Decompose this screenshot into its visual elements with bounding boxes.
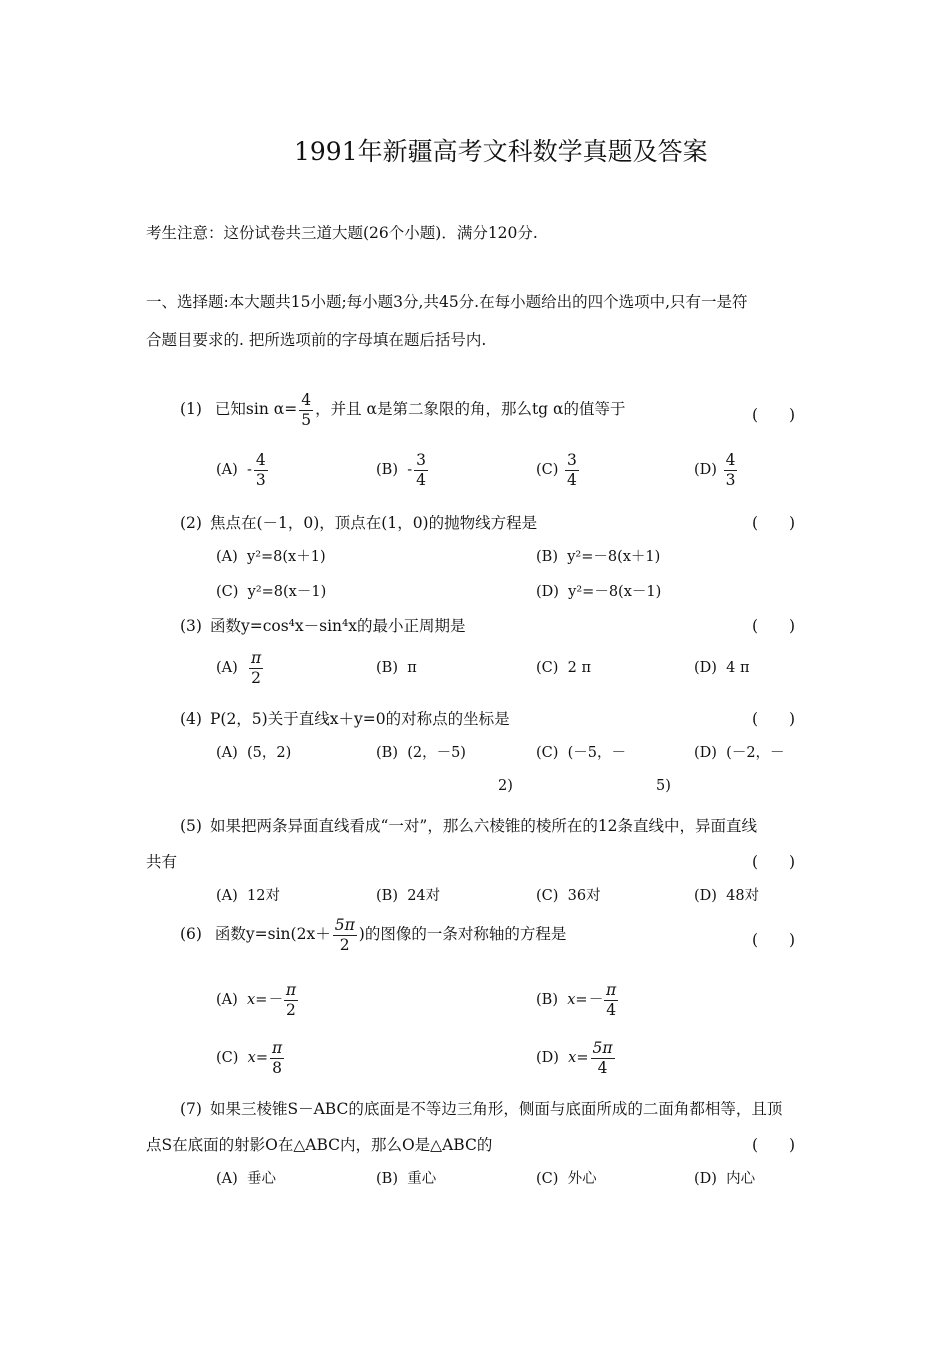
option-a: [216, 884, 280, 905]
option-label: (C): [536, 462, 559, 479]
exam-notice: 考生注意：这份试卷共三道大题(26个小题)．满分120分.: [146, 224, 538, 242]
option-label: (B): [376, 888, 398, 904]
option-c: [536, 884, 601, 905]
denominator: 4: [606, 1000, 617, 1019]
sign: -: [407, 462, 413, 479]
question-text: P(2，5)关于直线x＋y=0的对称点的坐标是: [209, 710, 510, 728]
option-label: (A): [216, 549, 238, 565]
numerator: 5π: [592, 1039, 613, 1057]
numerator: π: [271, 1039, 283, 1057]
option-b: [536, 982, 620, 1018]
option-text: x=－: [567, 992, 603, 1009]
question-5-text-cont: 共有: [146, 853, 178, 871]
option-d: [536, 580, 661, 601]
question-1: [180, 392, 626, 428]
option-text: 24对: [407, 888, 441, 904]
question-text-cont: )的图像的一条对称轴的方程是: [358, 925, 567, 944]
option-text: x=: [247, 1050, 268, 1067]
option-a: [216, 741, 291, 762]
option-text: (2，－5): [407, 745, 466, 761]
option-label: (A): [216, 888, 238, 904]
option-text: 2 π: [567, 660, 592, 676]
answer-bracket: ( ): [752, 853, 796, 871]
question-number: (1): [180, 400, 202, 419]
option-c: [536, 452, 581, 488]
numerator: 3: [416, 451, 426, 469]
answer-bracket: ( ): [752, 406, 796, 424]
option-label: (A): [216, 1171, 238, 1187]
option-text: 48对: [726, 888, 760, 904]
question-7-text-cont: 点S在底面的射影O在△ABC内，那么O是△ABC的: [146, 1136, 493, 1154]
denominator: 2: [286, 1000, 296, 1019]
option-c: [536, 660, 591, 676]
numerator: 5π: [334, 916, 355, 934]
question-text: 已知sin α=: [214, 400, 298, 419]
question-6: [180, 917, 566, 953]
question-text: 函数y=cos⁴x－sin⁴x的最小正周期是: [209, 617, 466, 635]
question-7: [180, 1097, 782, 1119]
section-instructions-line1: 一、选择题:本大题共15小题;每小题3分,共45分.在每小题给出的四个选项中,只有一是符: [146, 293, 748, 311]
question-5: [180, 814, 757, 836]
option-b: [376, 660, 417, 676]
option-b: [376, 1167, 436, 1188]
option-d: [694, 452, 739, 488]
option-label: (C): [216, 584, 239, 600]
numerator: 4: [725, 451, 736, 469]
answer-bracket: ( ): [752, 514, 796, 532]
option-b: [536, 545, 660, 566]
option-text: y²=－8(x＋1): [567, 549, 661, 565]
option-text: (5，2): [247, 745, 292, 761]
option-label: (A): [216, 745, 238, 761]
option-label: (C): [536, 888, 559, 904]
option-c: [216, 580, 326, 601]
question-text: 如果三棱锥S－ABC的底面是不等边三角形，侧面与底面所成的二面角都相等，且顶: [209, 1100, 783, 1118]
option-label: (D): [536, 584, 559, 600]
option-label: (D): [536, 1050, 559, 1067]
option-d-continued: 5): [656, 778, 671, 794]
option-label: (B): [536, 992, 558, 1009]
answer-bracket: ( ): [752, 617, 796, 635]
question-number: (4): [180, 710, 202, 728]
option-a: [216, 1167, 276, 1188]
option-text: y²=8(x－1): [247, 584, 327, 600]
option-label: (C): [216, 1050, 239, 1067]
option-label: (A): [216, 992, 238, 1009]
option-d: [536, 1040, 617, 1076]
option-b: [376, 452, 430, 488]
question-number: (6): [180, 925, 202, 944]
option-text: (－5，－: [567, 745, 627, 761]
option-label: (C): [536, 745, 559, 761]
option-c: [536, 741, 626, 762]
option-b: [376, 884, 440, 905]
answer-bracket: ( ): [752, 931, 796, 949]
option-text: 内心: [726, 1171, 756, 1187]
option-label: (A): [216, 462, 238, 479]
option-text: 垂心: [247, 1171, 277, 1187]
option-label: (D): [694, 462, 717, 479]
denominator: 4: [416, 470, 426, 489]
option-text: y²=8(x＋1): [247, 549, 326, 565]
option-label: (D): [694, 1171, 717, 1187]
option-a: [216, 452, 270, 488]
option-label: (C): [536, 1171, 559, 1187]
numerator: 4: [301, 391, 312, 409]
option-label: (C): [536, 660, 559, 676]
option-c-continued: 2): [498, 778, 513, 794]
option-text: y²=－8(x－1): [568, 584, 662, 600]
option-d: [694, 884, 759, 905]
question-text: 焦点在(－1，0)，顶点在(1，0)的抛物线方程是: [209, 514, 538, 532]
option-text: π: [407, 660, 417, 676]
page-title: 1991年新疆高考文科数学真题及答案: [294, 137, 708, 166]
denominator: 4: [567, 470, 577, 489]
option-text: x=: [568, 1050, 589, 1067]
numerator: π: [606, 981, 617, 999]
denominator: 4: [597, 1058, 608, 1077]
numerator: π: [251, 649, 262, 667]
denominator: 2: [339, 935, 350, 954]
option-label: (D): [694, 660, 717, 676]
question-number: (5): [180, 817, 202, 835]
option-text: (－2，－: [726, 745, 785, 761]
option-c: [216, 1040, 286, 1076]
question-text: 函数y=sin(2x＋: [214, 925, 331, 944]
denominator: 3: [255, 470, 266, 489]
option-c: [536, 1167, 597, 1188]
denominator: 3: [725, 470, 736, 489]
option-text: 36对: [567, 888, 601, 904]
option-text: x=－: [247, 992, 282, 1009]
fraction: [299, 392, 313, 428]
answer-bracket: ( ): [752, 1136, 796, 1154]
question-2: [180, 511, 537, 533]
option-label: (B): [376, 745, 398, 761]
question-number: (7): [180, 1100, 202, 1118]
option-label: (D): [694, 888, 717, 904]
denominator: 5: [301, 410, 312, 429]
numerator: 4: [255, 451, 266, 469]
option-text: 12对: [247, 888, 280, 904]
numerator: π: [285, 981, 297, 999]
option-label: (B): [376, 1171, 398, 1187]
option-label: (D): [694, 745, 717, 761]
question-number: (2): [180, 514, 202, 532]
question-number: (3): [180, 617, 202, 635]
option-label: (B): [536, 549, 558, 565]
option-a: [216, 545, 326, 566]
sign: -: [247, 462, 252, 479]
option-label: (B): [376, 462, 398, 479]
question-4: [180, 707, 510, 729]
option-d: [694, 660, 750, 676]
option-a: [216, 982, 300, 1018]
option-label: (B): [376, 660, 398, 676]
option-d: [694, 1167, 755, 1188]
option-d: [694, 741, 785, 762]
question-text: 如果把两条异面直线看成“一对”，那么六棱锥的棱所在的12条直线中，异面直线: [209, 817, 758, 835]
denominator: 2: [251, 668, 262, 687]
option-a: [216, 650, 265, 686]
option-text: 重心: [407, 1171, 437, 1187]
option-text: 外心: [567, 1171, 597, 1187]
denominator: 8: [272, 1058, 282, 1077]
numerator: 3: [567, 451, 577, 469]
option-label: (A): [216, 660, 238, 677]
question-3: [180, 614, 466, 636]
option-b: [376, 741, 466, 762]
question-text-cont: ，并且 α是第二象限的角，那么tg α的值等于: [315, 400, 626, 419]
section-instructions-line2: 合题目要求的. 把所选项前的字母填在题后括号内.: [146, 331, 487, 349]
option-text: 4 π: [726, 660, 750, 676]
answer-bracket: ( ): [752, 710, 796, 728]
